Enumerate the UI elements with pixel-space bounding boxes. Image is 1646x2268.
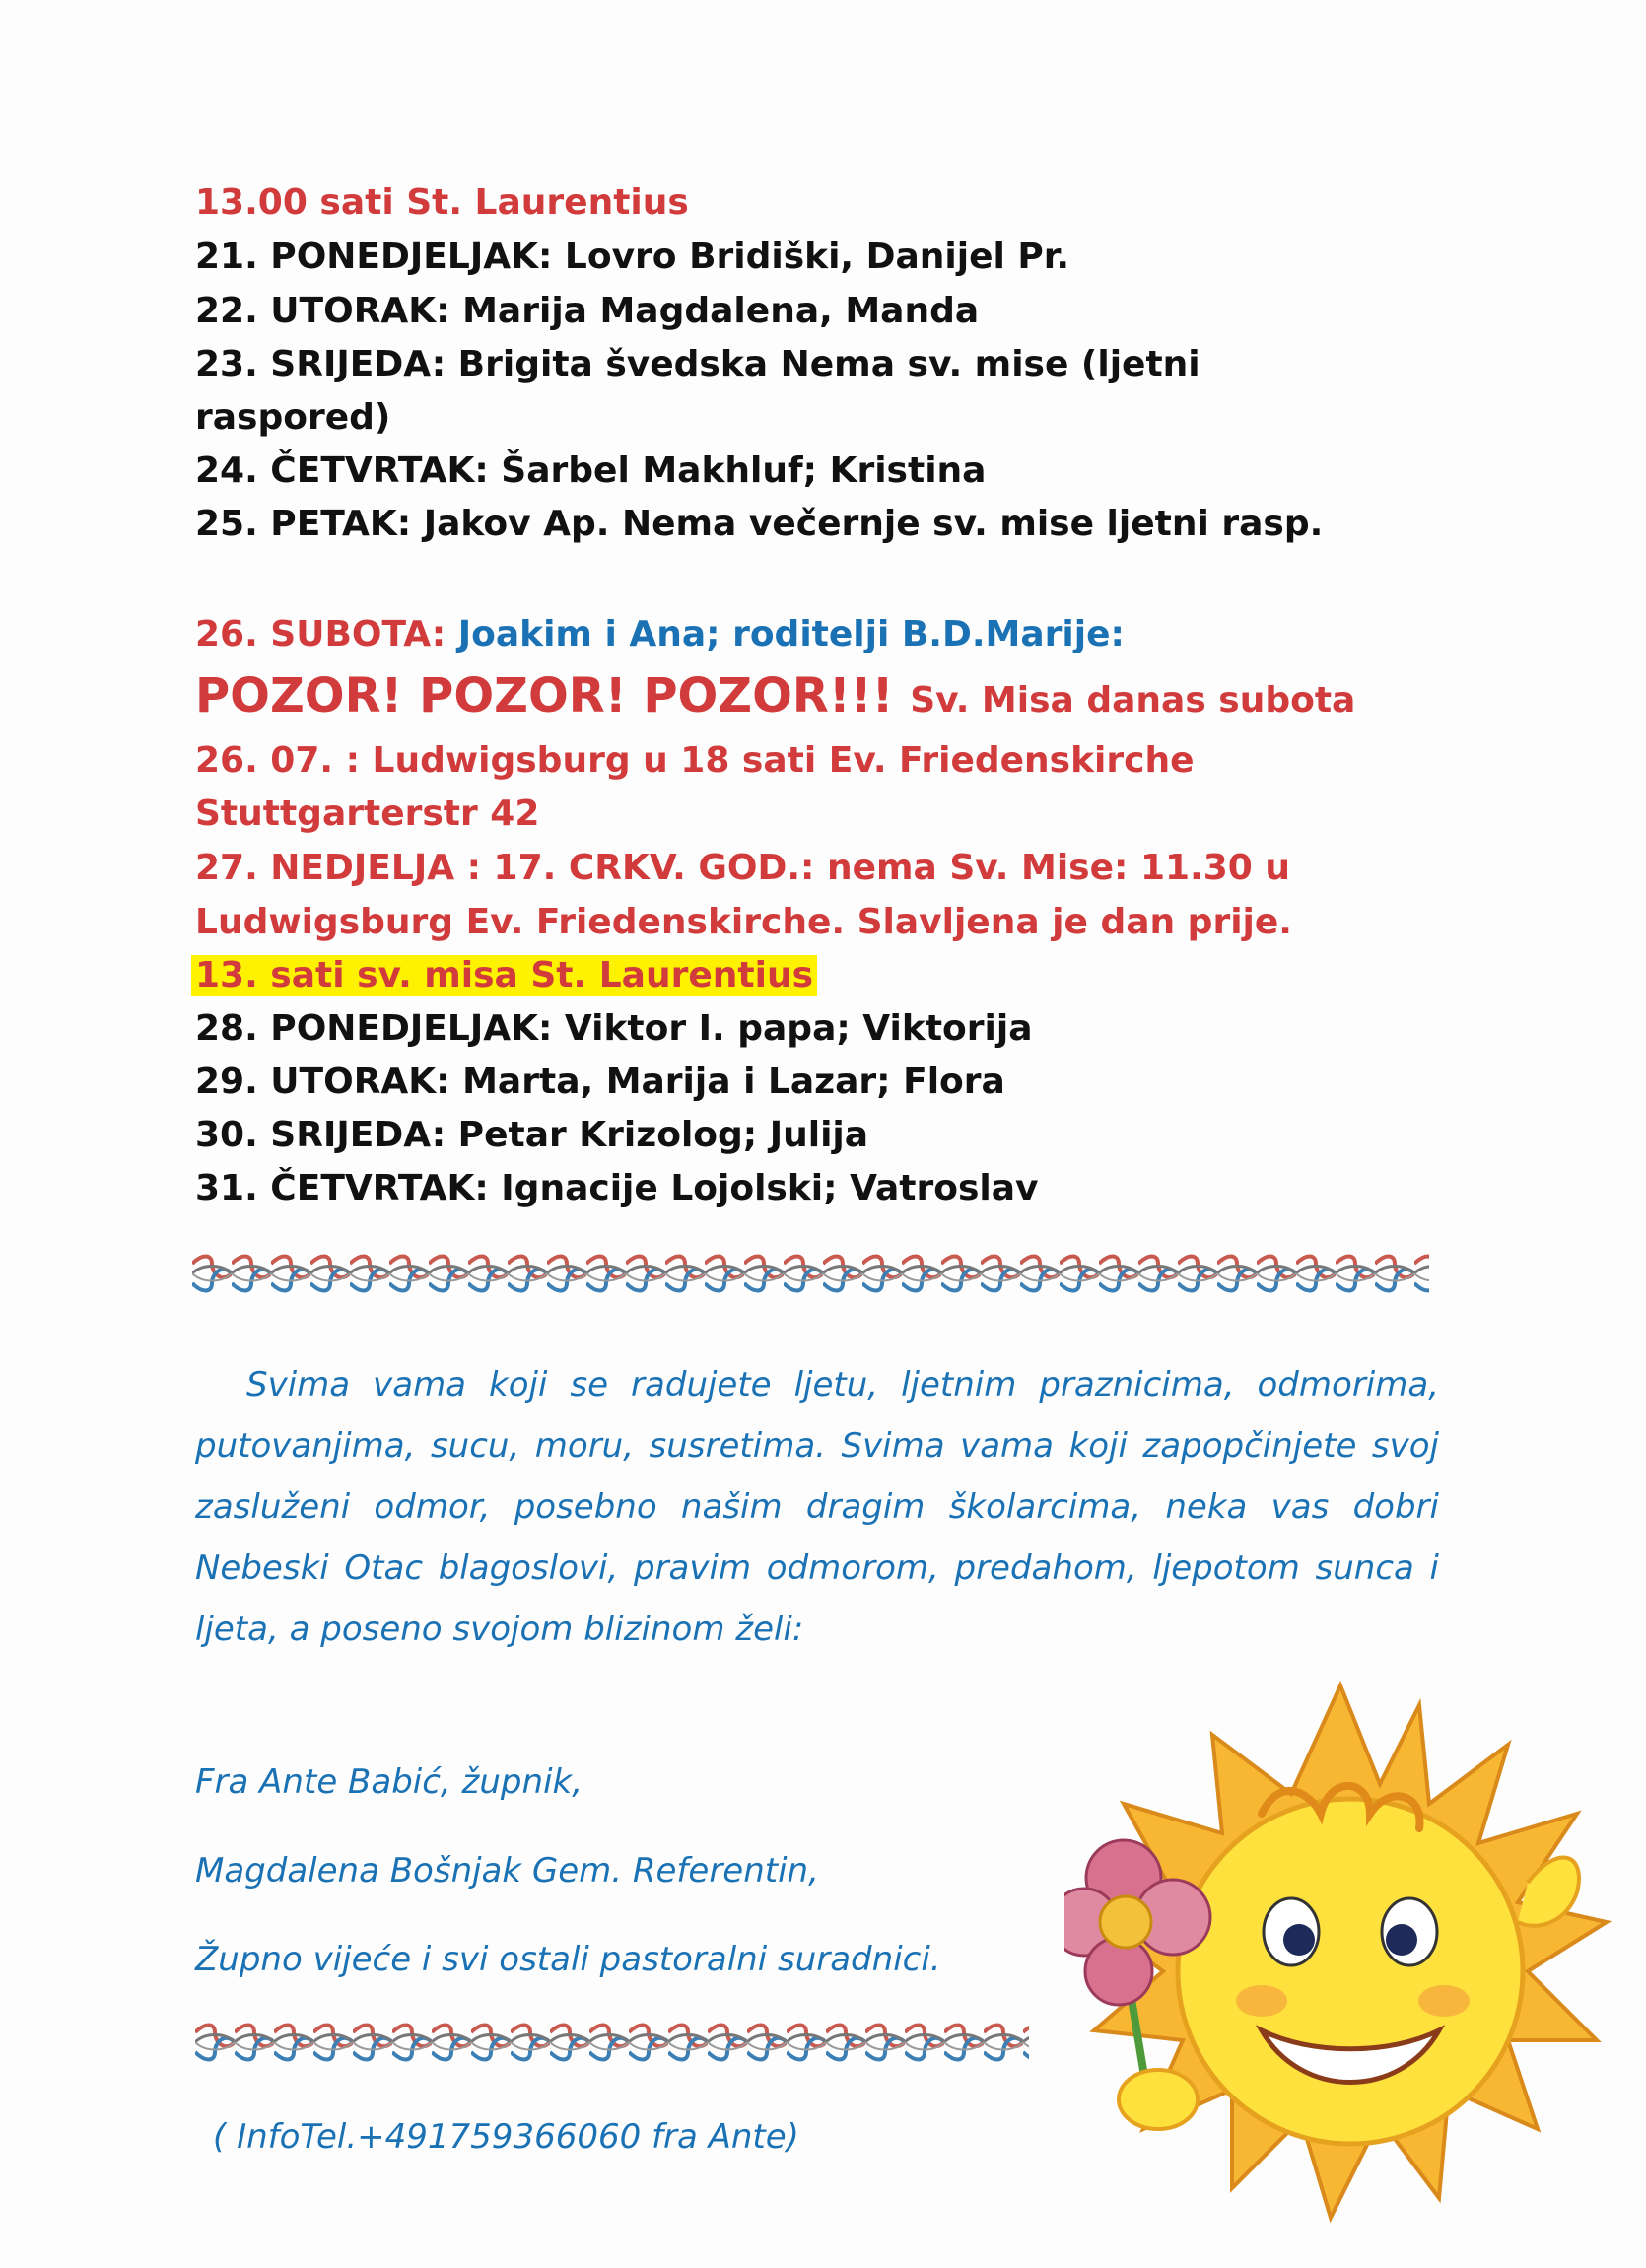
sun-left-cheek [1236, 1985, 1287, 2017]
schedule-line-12: 27. NEDJELJA : 17. CRKV. GOD.: nema Sv. Mise: 11.30 u [195, 848, 1290, 888]
greeting-text: Svima vama koji se radujete ljetu, ljetnim praznicima, odmorima, putovanjima, sucu, moru, susretima. Svima vama koji zapopčinjete svoj zasluženi odmor, posebno našim dragim školarcima, neka vas dobri Nebeski Otac blagoslovi, pravim odmorom, predahom, ljepotom sunca i ljeta, a poseno svojom blizinom želi: [195, 1365, 1439, 1649]
schedule-line-13: Ludwigsburg Ev. Friedenskirche. Slavljena je dan prije. [195, 902, 1292, 942]
signature-parish-priest: Fra Ante Babić, župnik, [195, 1762, 583, 1802]
highlighted-mass: 13. sati sv. misa St. Laurentius [191, 955, 817, 996]
schedule-line-7: 25. PETAK: Jakov Ap. Nema večernje sv. mise ljetni rasp. [195, 504, 1324, 544]
schedule-line-10: 26. 07. : Ludwigsburg u 18 sati Ev. Friedenskirche [195, 740, 1195, 781]
sun-right-cheek [1418, 1985, 1470, 2017]
schedule-line-16: 29. UTORAK: Marta, Marija i Lazar; Flora [195, 1062, 1005, 1102]
signature-referent: Magdalena Bošnjak Gem. Referentin, [195, 1851, 819, 1890]
schedule-line-15: 28. PONEDJELJAK: Viktor I. papa; Viktorija [195, 1008, 1033, 1049]
schedule-line-4: 23. SRIJEDA: Brigita švedska Nema sv. mise (ljetni [195, 344, 1200, 384]
attention-rest: Sv. Misa danas subota [910, 680, 1356, 721]
sun-with-flower-illustration [1064, 1666, 1616, 2237]
info-telephone: ( InfoTel.+491759366060 fra Ante) [213, 2117, 799, 2157]
attention-notice: POZOR! POZOR! POZOR!!! [195, 668, 911, 723]
schedule-line-3: 22. UTORAK: Marija Magdalena, Manda [195, 291, 980, 331]
summer-greeting-message [195, 1354, 1439, 1660]
schedule-line-14 [195, 952, 817, 999]
schedule-line-6: 24. ČETVRTAK: Šarbel Makhluf; Kristina [195, 450, 987, 491]
schedule-line-11: Stuttgarterstr 42 [195, 793, 540, 834]
saturday-saints: Joakim i Ana; roditelji B.D.Marije: [457, 614, 1125, 654]
braid-border-top [192, 1252, 1429, 1295]
schedule-line-8 [195, 611, 1125, 658]
schedule-line-17: 30. SRIJEDA: Petar Krizolog; Julija [195, 1115, 869, 1155]
schedule-line-1: 13.00 sati St. Laurentius [195, 182, 689, 223]
sun-hand-holding-flower [1119, 2070, 1198, 2129]
schedule-line-9 [195, 668, 1356, 724]
schedule-line-18: 31. ČETVRTAK: Ignacije Lojolski; Vatroslav [195, 1168, 1039, 1208]
schedule-line-5: raspored) [195, 397, 391, 438]
saturday-label: 26. SUBOTA: [195, 614, 458, 654]
braid-border-bottom [195, 2021, 1029, 2064]
schedule-line-2: 21. PONEDJELJAK: Lovro Bridiški, Danijel Pr. [195, 237, 1070, 277]
signature-council: Župno vijeće i svi ostali pastoralni suradnici. [195, 1940, 941, 1979]
sun-face [1178, 1799, 1523, 2144]
